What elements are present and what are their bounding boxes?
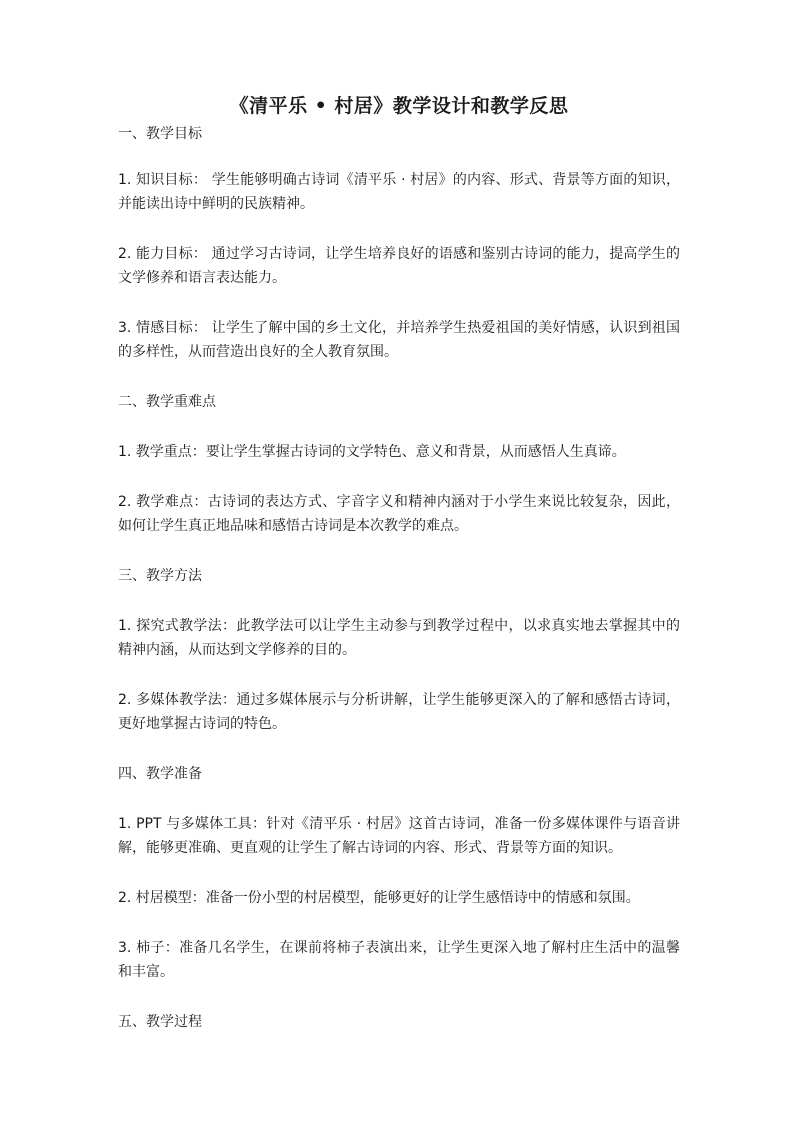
document-title: 《清平乐 • 村居》教学设计和教学反思 — [229, 95, 569, 117]
paragraph-teaching-focus: 1. 教学重点：要让学生掌握古诗词的文学特色、意义和背景，从而感悟人生真谛。 — [118, 444, 626, 460]
paragraph-knowledge-objective: 1. 知识目标： 学生能够明确古诗词《清平乐 · 村居》的内容、形式、背景等方面的知识，并能读出诗中鲜明的民族精神。 — [118, 172, 680, 212]
paragraph-teaching-difficulty: 2. 教学难点：古诗词的表达方式、字音字义和精神内涵对于小学生来说比较复杂，因此，如何让学生真正地品味和感悟古诗词是本次教学的难点。 — [118, 494, 680, 534]
section-heading-methods: 三、教学方法 — [118, 568, 202, 584]
section-heading-key-points: 二、教学重难点 — [118, 394, 216, 410]
paragraph-emotion-objective: 3. 情感目标： 让学生了解中国的乡土文化，并培养学生热爱祖国的美好情感，认识到祖国的多样性，从而营造出良好的全人教育氛围。 — [118, 320, 680, 360]
paragraph-persimmon: 3. 柿子：准备几名学生，在课前将柿子表演出来，让学生更深入地了解村庄生活中的温馨和丰富。 — [118, 940, 680, 980]
paragraph-ppt-tools: 1. PPT 与多媒体工具：针对《清平乐 · 村居》这首古诗词，准备一份多媒体课件与语音讲解，能够更准确、更直观的让学生了解古诗词的内容、形式、背景等方面的知识。 — [118, 816, 680, 856]
paragraph-village-model: 2. 村居模型：准备一份小型的村居模型，能够更好的让学生感悟诗中的情感和氛围。 — [118, 890, 640, 906]
section-heading-preparation: 四、教学准备 — [118, 766, 202, 782]
paragraph-inquiry-method: 1. 探究式教学法：此教学法可以让学生主动参与到教学过程中，以求真实地去掌握其中的精神内涵，从而达到文学修养的目的。 — [118, 618, 680, 658]
paragraph-multimedia-method: 2. 多媒体教学法：通过多媒体展示与分析讲解，让学生能够更深入的了解和感悟古诗词，更好地掌握古诗词的特色。 — [118, 692, 680, 732]
section-heading-objectives: 一、教学目标 — [118, 126, 202, 142]
paragraph-ability-objective: 2. 能力目标： 通过学习古诗词，让学生培养良好的语感和鉴别古诗词的能力，提高学生的文学修养和语言表达能力。 — [118, 246, 680, 286]
section-heading-process: 五、教学过程 — [118, 1014, 202, 1030]
document-page — [118, 93, 680, 1060]
